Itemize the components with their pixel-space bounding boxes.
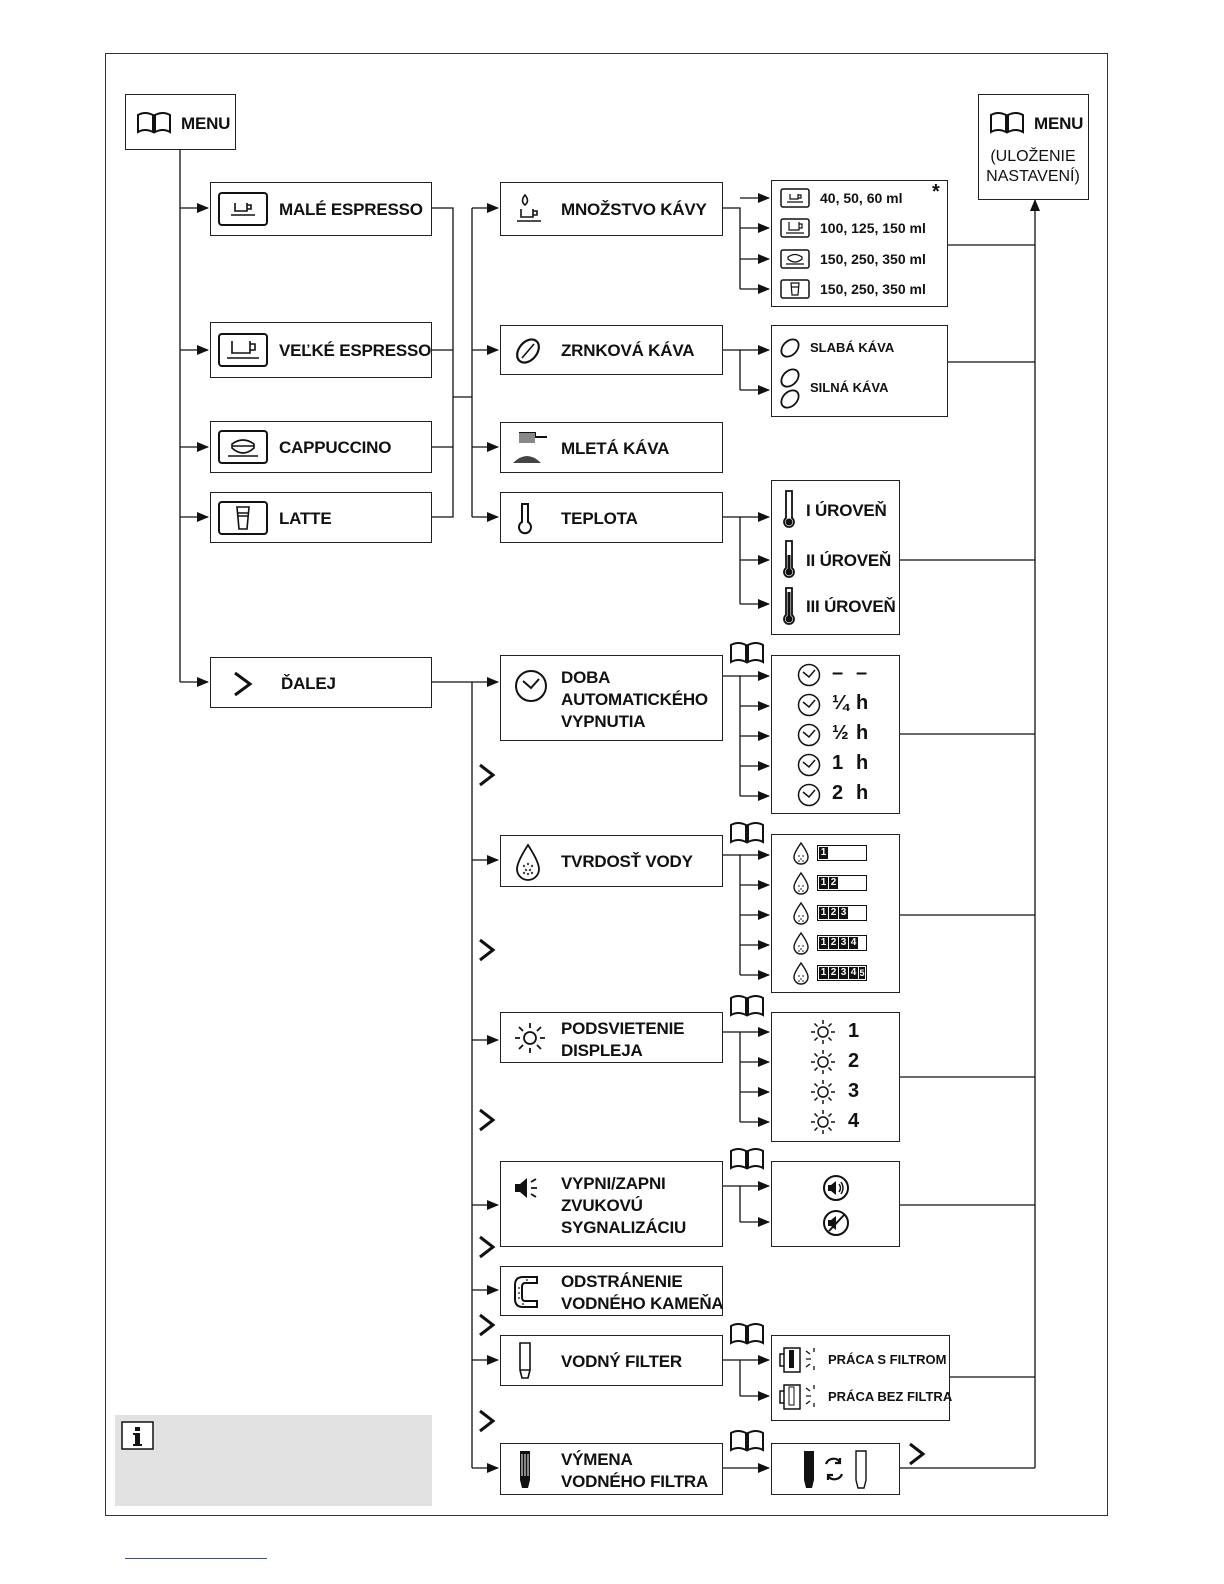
option-label: MLETÁ KÁVA: [561, 439, 670, 458]
option-label: TEPLOTA: [561, 509, 638, 528]
book-icon: [729, 994, 765, 1018]
footer-rule: [125, 1558, 267, 1559]
latte-glass-icon: [780, 279, 810, 299]
hardness-segment: 3: [840, 967, 847, 978]
setting-label: VODNÝ FILTER: [561, 1352, 683, 1371]
setting-label: ZVUKOVÚ: [561, 1196, 643, 1215]
cup-amount-icon: [511, 193, 551, 227]
amount-values-box: [771, 180, 948, 307]
water-drop-icon: [513, 842, 543, 882]
clock-icon: [513, 668, 549, 704]
autooff-option[interactable]: [797, 663, 897, 687]
setting-autooff[interactable]: [500, 655, 723, 741]
no-filter-tank-icon: [778, 1381, 822, 1411]
setting-replace-filter[interactable]: [500, 1443, 723, 1495]
large-cup-icon: [780, 218, 810, 238]
drink-label: MALÉ ESPRESSO: [279, 200, 423, 219]
setting-label: AUTOMATICKÉHO: [561, 690, 708, 709]
water-drop-icon: [792, 901, 810, 925]
bean-values-box: [771, 325, 948, 417]
setting-descale[interactable]: [500, 1266, 723, 1316]
setting-label: DISPLEJA: [561, 1041, 643, 1060]
book-icon: [729, 1147, 765, 1171]
filter-cartridge-icon: [515, 1448, 535, 1492]
bean-value[interactable]: SLABÁ KÁVA: [810, 340, 895, 355]
thermometer-mid-icon: [780, 539, 798, 579]
hardness-segment: 2: [830, 937, 837, 948]
sun-icon: [810, 1109, 836, 1135]
autooff-option[interactable]: [797, 753, 897, 777]
menu-label: MENU: [181, 114, 231, 133]
hardness-option[interactable]: [792, 871, 896, 895]
setting-label: VODNÉHO KAMEŇA: [561, 1294, 724, 1313]
book-icon: [729, 821, 765, 845]
backlight-value: 2: [848, 1050, 860, 1072]
autooff-values-box: [771, 655, 900, 814]
autooff-option[interactable]: [797, 693, 897, 717]
chevron-right-icon: [476, 1107, 498, 1133]
backlight-values-box: [771, 1012, 900, 1142]
chevron-right-icon: [476, 1408, 498, 1434]
chevron-right-icon: [476, 937, 498, 963]
thermometer-high-icon: [780, 586, 798, 626]
filter-option[interactable]: [778, 1344, 948, 1374]
hardness-segment: 2: [830, 967, 837, 978]
hardness-values-box: [771, 834, 900, 993]
hardness-segment: 1: [820, 847, 827, 858]
coffee-bean-icon: [513, 336, 545, 366]
autooff-value: 2: [832, 782, 844, 804]
amount-value[interactable]: 100, 125, 150 ml: [820, 220, 926, 236]
cappuccino-cup-icon: [780, 249, 810, 269]
hardness-segment: 5: [859, 968, 865, 978]
drink-label: CAPPUCCINO: [279, 438, 392, 457]
menu-save-note-1: (ULOŽENIE: [990, 148, 1076, 165]
backlight-option[interactable]: [810, 1019, 890, 1045]
filter-value: PRÁCA S FILTROM: [828, 1352, 947, 1367]
autooff-value: 1: [832, 752, 844, 774]
setting-label: VYPNUTIA: [561, 712, 646, 731]
book-icon: [989, 111, 1025, 135]
filter-values-box: [771, 1335, 953, 1421]
sun-icon: [513, 1021, 547, 1055]
hardness-segment: 4: [850, 967, 857, 978]
water-drop-icon: [792, 871, 810, 895]
setting-filter[interactable]: [500, 1335, 723, 1386]
thermometer-low-icon: [780, 489, 798, 529]
sound-off-icon[interactable]: [822, 1209, 850, 1237]
sound-values-box: [771, 1161, 900, 1247]
autooff-unit: h: [856, 782, 869, 804]
hardness-segment: 3: [840, 937, 847, 948]
hardness-option[interactable]: [792, 931, 896, 955]
temp-value[interactable]: I ÚROVEŇ: [806, 501, 887, 520]
small-cup-icon: [218, 192, 268, 226]
water-drop-icon: [792, 931, 810, 955]
clock-icon: [797, 663, 821, 687]
amount-value[interactable]: 150, 250, 350 ml: [820, 281, 926, 297]
autooff-value: ¼: [832, 692, 849, 714]
chevron-right-icon: [906, 1441, 928, 1467]
next-box[interactable]: [210, 657, 432, 708]
hardness-segment: 1: [820, 937, 827, 948]
large-cup-icon: [218, 333, 268, 367]
hardness-segment: 1: [820, 877, 827, 888]
filter-swap-icon: [800, 1448, 876, 1492]
setting-label: SYGNALIZÁCIU: [561, 1218, 687, 1237]
info-panel: [115, 1415, 432, 1506]
hardness-option[interactable]: [792, 901, 896, 925]
amount-note: *: [932, 181, 940, 203]
menu-box[interactable]: [125, 94, 236, 150]
backlight-option[interactable]: [810, 1049, 890, 1075]
option-ground[interactable]: [500, 422, 723, 473]
temp-value[interactable]: II ÚROVEŇ: [806, 551, 892, 570]
water-drop-icon: [792, 961, 810, 985]
hardness-segment: 1: [820, 907, 827, 918]
drink-label: VEĽKÉ ESPRESSO: [279, 341, 432, 360]
setting-label: PODSVIETENIE: [561, 1019, 685, 1038]
next-label: ĎALEJ: [281, 674, 336, 693]
chevron-right-icon: [476, 762, 498, 788]
autooff-value: –: [832, 662, 844, 684]
menu-save-label: MENU: [1034, 114, 1084, 133]
info-icon: [121, 1421, 155, 1451]
amount-value[interactable]: 40, 50, 60 ml: [820, 190, 903, 206]
hardness-segment: 4: [850, 937, 857, 948]
backlight-value: 1: [848, 1020, 860, 1042]
speaker-icon: [513, 1176, 543, 1200]
book-icon: [729, 641, 765, 665]
chevron-right-icon: [476, 1312, 498, 1338]
option-beans[interactable]: [500, 325, 723, 375]
sun-icon: [810, 1079, 836, 1105]
water-filter-icon: [515, 1340, 535, 1382]
hardness-segment: 1: [820, 967, 827, 978]
setting-label: TVRDOSŤ VODY: [561, 852, 693, 871]
chevron-right-icon: [231, 670, 255, 698]
menu-save-note-2: NASTAVENÍ): [986, 168, 1080, 185]
setting-label: VÝMENA: [561, 1450, 633, 1469]
drink-small-espresso[interactable]: [210, 182, 432, 236]
small-cup-icon: [780, 188, 810, 208]
clock-icon: [797, 693, 821, 717]
latte-glass-icon: [218, 501, 268, 535]
setting-label: ODSTRÁNENIE: [561, 1272, 683, 1291]
setting-label: VYPNI/ZAPNI: [561, 1174, 666, 1193]
autooff-value: ½: [832, 722, 849, 744]
filter-value: PRÁCA BEZ FILTRA: [828, 1389, 953, 1404]
book-icon: [136, 111, 172, 135]
sun-icon: [810, 1049, 836, 1075]
hardness-option[interactable]: [792, 841, 896, 865]
replace-filter-box[interactable]: [771, 1443, 900, 1495]
two-beans-icon: [776, 366, 804, 412]
setting-label: DOBA: [561, 668, 611, 687]
descale-icon: [511, 1273, 543, 1311]
coffee-bean-icon: [776, 336, 804, 360]
sun-icon: [810, 1019, 836, 1045]
backlight-value: 4: [848, 1110, 860, 1132]
autooff-unit: –: [856, 662, 868, 684]
autooff-unit: h: [856, 752, 869, 774]
option-label: ZRNKOVÁ KÁVA: [561, 341, 695, 360]
thermometer-icon: [513, 501, 537, 535]
option-label: MNOŽSTVO KÁVY: [561, 200, 707, 219]
clock-icon: [797, 783, 821, 807]
filter-option[interactable]: [778, 1381, 953, 1411]
amount-value[interactable]: 150, 250, 350 ml: [820, 251, 926, 267]
temp-value[interactable]: III ÚROVEŇ: [806, 597, 896, 616]
autooff-option[interactable]: [797, 723, 897, 747]
drink-latte[interactable]: [210, 492, 432, 543]
drink-cappuccino[interactable]: [210, 421, 432, 473]
drink-large-espresso[interactable]: [210, 322, 432, 378]
ground-coffee-icon: [509, 429, 549, 467]
hardness-option[interactable]: [792, 961, 896, 985]
bean-value[interactable]: SILNÁ KÁVA: [810, 380, 889, 395]
drink-label: LATTE: [279, 509, 332, 528]
hardness-segment: 2: [830, 877, 837, 888]
menu-save-box[interactable]: [978, 94, 1089, 200]
clock-icon: [797, 753, 821, 777]
backlight-value: 3: [848, 1080, 860, 1102]
sound-on-icon[interactable]: [822, 1174, 850, 1202]
setting-backlight[interactable]: [500, 1012, 723, 1063]
book-icon: [729, 1322, 765, 1346]
temp-values-box: [771, 480, 900, 635]
backlight-option[interactable]: [810, 1079, 890, 1105]
setting-hardness[interactable]: [500, 835, 723, 887]
book-icon: [729, 1429, 765, 1453]
autooff-unit: h: [856, 722, 869, 744]
option-temp[interactable]: [500, 492, 723, 543]
filter-tank-icon: [778, 1344, 822, 1374]
backlight-option[interactable]: [810, 1109, 890, 1135]
option-amount[interactable]: [500, 182, 723, 236]
hardness-segment: 3: [840, 907, 847, 918]
setting-label: VODNÉHO FILTRA: [561, 1472, 709, 1491]
autooff-unit: h: [856, 692, 869, 714]
setting-sound[interactable]: [500, 1161, 723, 1247]
water-drop-icon: [792, 841, 810, 865]
autooff-option[interactable]: [797, 783, 897, 807]
cappuccino-cup-icon: [218, 430, 268, 464]
clock-icon: [797, 723, 821, 747]
chevron-right-icon: [476, 1234, 498, 1260]
hardness-segment: 2: [830, 907, 837, 918]
